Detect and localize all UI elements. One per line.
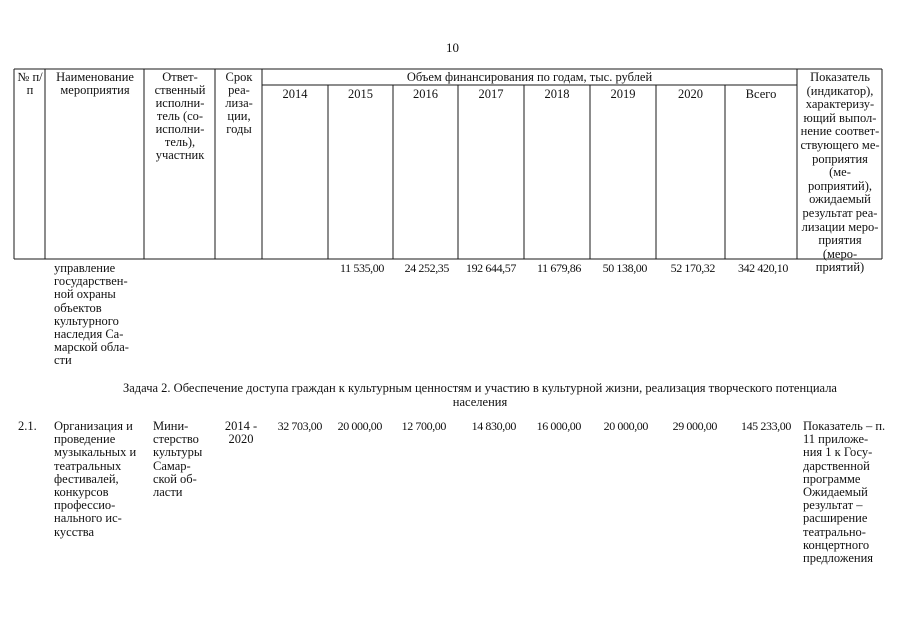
row-2-1-value-2014: 32 703,00 (277, 419, 322, 433)
header-year-2020: 2020 (678, 87, 703, 101)
row-2-1-value-2020: 29 000,00 (672, 419, 717, 433)
cont-value-total: 342 420,10 (737, 261, 788, 275)
header-name: Наименование мероприятия (56, 70, 134, 97)
row-2-1-number: 2.1. (18, 419, 37, 433)
row-2-1-indicator: Показатель – п. 11 приложе-ния 1 к Госу-дарственной программе Ожидаемый результат – расширение театрально-концертного предложения (803, 419, 886, 566)
header-no: № п/п (17, 70, 43, 97)
header-year-2014: 2014 (282, 87, 308, 101)
header-year-2015: 2015 (348, 87, 373, 101)
header-term: Срок реа-лиза-ции, годы (225, 70, 253, 136)
row-2-1-value-2017: 14 830,00 (471, 419, 516, 433)
page-number: 10 (446, 40, 459, 55)
row-2-1-value-total: 145 233,00 (740, 419, 791, 433)
cont-value-2017: 192 644,57 (465, 261, 516, 275)
header-year-2016: 2016 (413, 87, 438, 101)
row-2-1-responsible: Мини-стерство культуры Самар-ской об-ласти (153, 419, 203, 500)
row-2-1-value-2019: 20 000,00 (603, 419, 648, 433)
header-responsible: Ответ-ственный исполни-тель (со-исполни-тель), участник (154, 70, 206, 162)
row-2-1-value-2015: 20 000,00 (337, 419, 382, 433)
cont-value-2015: 11 535,00 (340, 261, 384, 275)
cont-value-2018: 11 679,86 (537, 261, 581, 275)
row-2-1-name: Организация и проведение музыкальных и театральных фестивалей, конкурсов профессио-нального ис-кусства (54, 419, 137, 539)
header-year-2017: 2017 (478, 87, 504, 101)
task-heading: Задача 2. Обеспечение доступа граждан к культурным ценностям и участию в культурной жизни, реализация творческого потенциала населения (123, 381, 837, 409)
cont-value-2020: 52 170,32 (670, 261, 715, 275)
row-2-1-value-2018: 16 000,00 (536, 419, 581, 433)
header-total: Всего (745, 87, 777, 101)
cont-value-2019: 50 138,00 (602, 261, 647, 275)
continuation-name: управление государствен-ной охраны объектов культурного наследия Са-марской обла-сти (54, 261, 129, 368)
header-funding-title: Объем финансирования по годам, тыс. рублей (406, 70, 653, 84)
header-year-2019: 2019 (610, 87, 636, 101)
header-year-2018: 2018 (544, 87, 570, 101)
row-2-1-term: 2014 - 2020 (224, 419, 258, 446)
cont-value-2016: 24 252,35 (404, 261, 449, 275)
row-2-1-value-2016: 12 700,00 (401, 419, 446, 433)
header-indicator: Показатель (индикатор), характеризу-ющий выпол-нение соответ-ствующего ме-роприятия (ме-роприятий), ожидаемый результат реа-лизации меро-приятия (меро-приятий) (800, 70, 880, 275)
